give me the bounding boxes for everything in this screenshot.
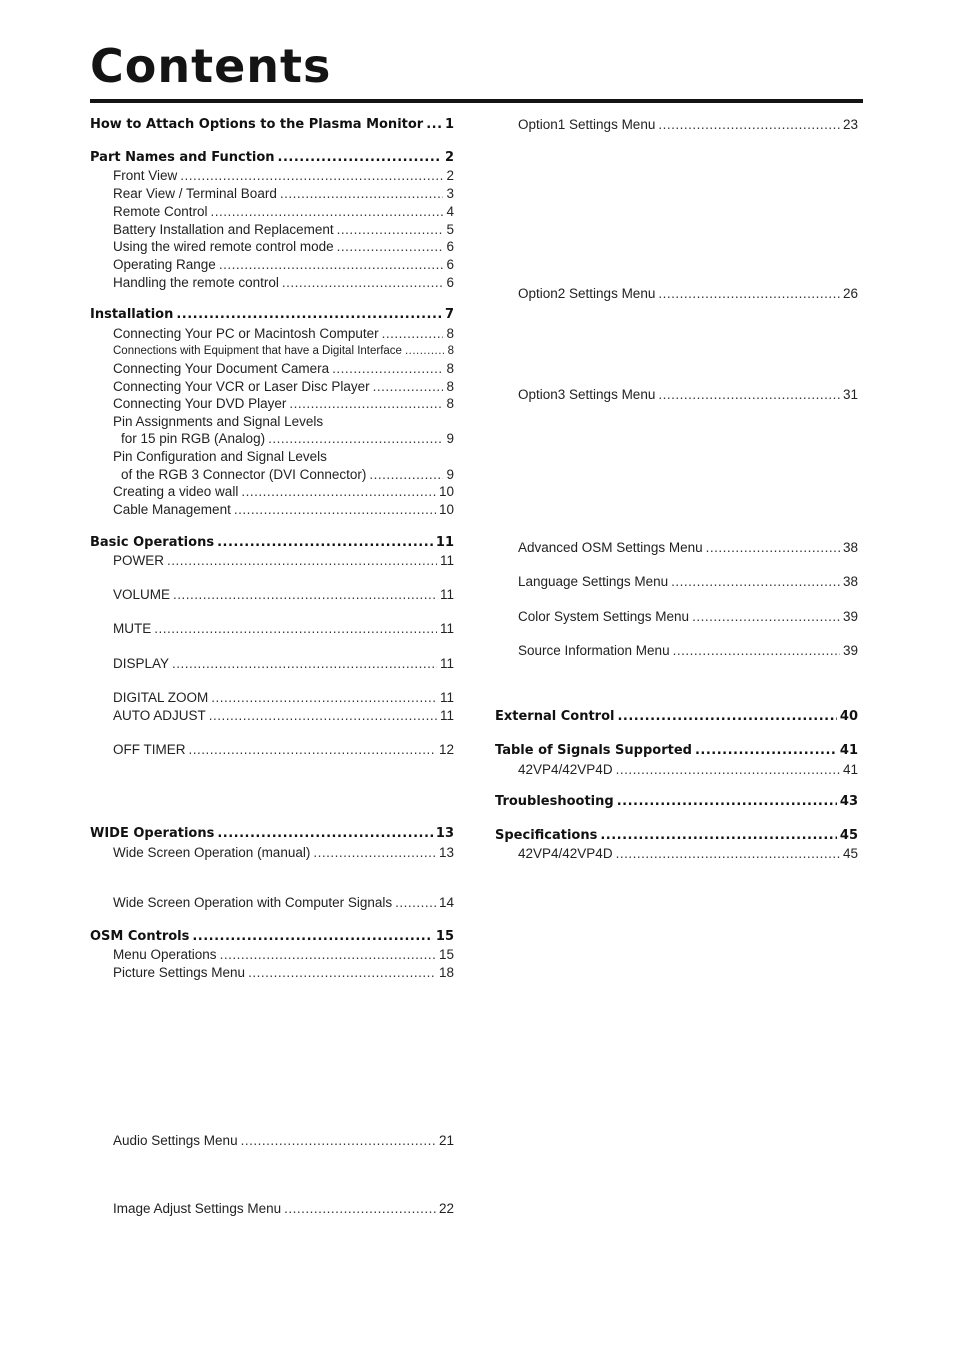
toc-dot-leader: [616, 761, 840, 779]
toc-entry[interactable]: [113, 167, 454, 185]
title-rule: [90, 99, 863, 103]
toc-dot-leader: [692, 608, 840, 626]
toc-dot-leader: [217, 825, 433, 843]
toc-dot-leader: [278, 149, 442, 167]
toc-entry[interactable]: [113, 256, 454, 274]
toc-page-number: 10: [438, 484, 454, 499]
toc-entry-label: Option3 Settings Menu: [518, 387, 656, 402]
toc-entry-label: WIDE Operations: [90, 826, 215, 841]
toc-entry[interactable]: [518, 761, 858, 779]
toc-entry-label: Connecting Your PC or Macintosh Computer: [113, 326, 379, 341]
toc-dot-leader: [600, 827, 837, 845]
toc-dot-leader: [176, 306, 442, 324]
toc-dot-leader: [337, 238, 444, 256]
page-title: Contents: [90, 39, 332, 93]
toc-entry[interactable]: [113, 360, 454, 378]
toc-entry-label: 42VP4/42VP4D: [518, 846, 613, 861]
toc-dot-leader: [373, 378, 444, 396]
toc-dot-leader: [382, 325, 444, 343]
toc-page-number: 4: [446, 204, 454, 219]
toc-entry[interactable]: [113, 946, 454, 964]
toc-section-entry[interactable]: [90, 534, 454, 552]
toc-dot-leader: [220, 946, 436, 964]
toc-page-number: 15: [435, 929, 454, 944]
toc-dot-leader: [241, 483, 436, 501]
toc-entry-label: External Control: [495, 709, 615, 724]
toc-entry[interactable]: [113, 844, 454, 862]
toc-dot-leader: [395, 894, 436, 912]
toc-entry[interactable]: [518, 642, 858, 660]
toc-entry[interactable]: [121, 430, 454, 448]
toc-page-number: 22: [438, 1201, 454, 1216]
toc-dot-leader: [173, 586, 437, 604]
toc-entry-label: Audio Settings Menu: [113, 1133, 238, 1148]
toc-page-number: 14: [438, 895, 454, 910]
toc-entry[interactable]: [121, 466, 454, 484]
toc-entry-label: Table of Signals Supported: [495, 743, 692, 758]
toc-entry-label: Advanced OSM Settings Menu: [518, 540, 703, 555]
toc-page-number: 18: [438, 965, 454, 980]
toc-entry[interactable]: [113, 378, 454, 396]
toc-entry-label: Image Adjust Settings Menu: [113, 1201, 282, 1216]
toc-section-entry[interactable]: [495, 742, 858, 760]
toc-entry[interactable]: [113, 964, 454, 982]
toc-subheading: Pin Configuration and Signal Levels: [113, 449, 327, 464]
toc-page-number: 9: [446, 467, 454, 482]
toc-page-number: 13: [438, 845, 454, 860]
toc-page-number: 40: [839, 709, 858, 724]
toc-entry-label: VOLUME: [113, 587, 171, 602]
toc-entry-label: DISPLAY: [113, 656, 170, 671]
toc-dot-leader: [189, 741, 436, 759]
toc-page-number: 11: [439, 690, 454, 705]
toc-entry-label: Operating Range: [113, 257, 216, 272]
toc-dot-leader: [234, 501, 436, 519]
toc-dot-leader: [209, 707, 437, 725]
toc-page-number: 12: [438, 742, 454, 757]
toc-entry[interactable]: [518, 573, 858, 591]
toc-entry-label: for 15 pin RGB (Analog): [121, 431, 266, 446]
toc-dot-leader: [658, 116, 840, 134]
toc-entry[interactable]: [518, 386, 858, 404]
toc-entry-label: Option2 Settings Menu: [518, 286, 656, 301]
toc-section-entry[interactable]: [90, 928, 454, 946]
toc-dot-leader: [282, 274, 444, 292]
toc-page-number: 45: [839, 828, 858, 843]
toc-entry-label: Color System Settings Menu: [518, 609, 690, 624]
toc-dot-leader: [332, 360, 443, 378]
toc-dot-leader: [280, 185, 444, 203]
toc-entry-label: Picture Settings Menu: [113, 965, 246, 980]
toc-entry[interactable]: [113, 707, 454, 725]
toc-entry[interactable]: [113, 894, 454, 912]
toc-page-number: 6: [446, 257, 454, 272]
toc-entry-label: Part Names and Function: [90, 150, 275, 165]
toc-page-number: 8: [446, 396, 454, 411]
toc-page-number: 45: [842, 846, 858, 861]
toc-page-number: 21: [438, 1133, 454, 1148]
toc-section-entry[interactable]: [495, 708, 858, 726]
toc-entry-label: Specifications: [495, 828, 598, 843]
toc-entry[interactable]: [113, 221, 454, 239]
toc-entry[interactable]: [518, 285, 858, 303]
toc-dot-leader: [426, 116, 442, 134]
toc-entry[interactable]: [113, 185, 454, 203]
toc-dot-leader: [369, 466, 443, 484]
toc-dot-leader: [248, 964, 436, 982]
toc-page-number: 39: [842, 643, 858, 658]
toc-dot-leader: [211, 203, 444, 221]
toc-page-number: 38: [842, 540, 858, 555]
toc-entry[interactable]: [113, 1132, 454, 1150]
toc-page-number: 3: [446, 186, 454, 201]
toc-dot-leader: [658, 386, 840, 404]
toc-dot-leader: [673, 642, 840, 660]
toc-page-number: 1: [444, 117, 454, 132]
toc-page-number: 13: [435, 826, 454, 841]
toc-section-entry[interactable]: [90, 306, 454, 324]
toc-page-number: 41: [839, 743, 858, 758]
toc-entry-label: Option1 Settings Menu: [518, 117, 656, 132]
toc-entry[interactable]: [113, 552, 454, 570]
toc-entry-label: Handling the remote control: [113, 275, 279, 290]
toc-page-number: 11: [439, 656, 454, 671]
toc-dot-leader: [180, 167, 443, 185]
toc-entry[interactable]: [113, 274, 454, 292]
toc-dot-leader: [268, 430, 443, 448]
toc-entry-label: OSM Controls: [90, 929, 190, 944]
toc-page-number: 26: [842, 286, 858, 301]
toc-entry-label: 42VP4/42VP4D: [518, 762, 613, 777]
toc-entry[interactable]: [113, 689, 454, 707]
toc-dot-leader: [313, 844, 436, 862]
toc-entry[interactable]: [113, 325, 454, 343]
toc-entry-label: Installation: [90, 307, 174, 322]
toc-section-entry[interactable]: [90, 116, 454, 134]
toc-page-number: 11: [439, 553, 454, 568]
toc-dot-leader: [671, 573, 840, 591]
toc-subheading: Pin Assignments and Signal Levels: [113, 414, 324, 429]
toc-entry[interactable]: [518, 845, 858, 863]
toc-entry-label: OFF TIMER: [113, 742, 186, 757]
toc-entry[interactable]: [113, 655, 454, 673]
toc-entry-label: Connecting Your VCR or Laser Disc Player: [113, 379, 370, 394]
toc-dot-leader: [617, 708, 836, 726]
toc-dot-leader: [154, 620, 437, 638]
toc-page-number: 11: [439, 621, 454, 636]
toc-entry-label: Battery Installation and Replacement: [113, 222, 334, 237]
toc-dot-leader: [172, 655, 437, 673]
toc-dot-leader: [706, 539, 840, 557]
toc-page-number: 11: [439, 708, 454, 723]
toc-dot-leader: [695, 742, 837, 760]
toc-entry-label: Connecting Your DVD Player: [113, 396, 287, 411]
toc-entry[interactable]: [113, 395, 454, 413]
toc-entry[interactable]: [113, 1200, 454, 1218]
toc-entry[interactable]: [518, 539, 858, 557]
toc-entry-label: Connections with Equipment that have a Digital Interface: [113, 345, 402, 357]
toc-page-number: 39: [842, 609, 858, 624]
toc-entry[interactable]: [113, 203, 454, 221]
toc-entry[interactable]: [113, 741, 454, 759]
toc-entry-label: POWER: [113, 553, 165, 568]
toc-dot-leader: [616, 845, 840, 863]
toc-entry-label: Cable Management: [113, 502, 231, 517]
toc-entry-label: Front View: [113, 168, 178, 183]
toc-page-number: 2: [444, 150, 454, 165]
toc-section-entry[interactable]: [495, 793, 858, 811]
toc-entry[interactable]: [518, 116, 858, 134]
toc-entry-label: Basic Operations: [90, 535, 215, 550]
toc-page-number: 43: [839, 794, 858, 809]
toc-entry-label: Wide Screen Operation with Computer Signals: [113, 895, 393, 910]
toc-entry[interactable]: [113, 586, 454, 604]
toc-section-entry[interactable]: [90, 825, 454, 843]
toc-dot-leader: [217, 534, 433, 552]
toc-page-number: 38: [842, 574, 858, 589]
toc-entry[interactable]: [518, 608, 858, 626]
toc-dot-leader: [337, 221, 444, 239]
toc-entry-label: Menu Operations: [113, 947, 217, 962]
toc-entry-label: DIGITAL ZOOM: [113, 690, 209, 705]
toc-entry[interactable]: [113, 501, 454, 519]
toc-entry[interactable]: [113, 342, 454, 360]
toc-entry-label: Using the wired remote control mode: [113, 239, 334, 254]
toc-dot-leader: [289, 395, 443, 413]
toc-entry-label: Creating a video wall: [113, 484, 239, 499]
toc-page-number: 15: [438, 947, 454, 962]
toc-dot-leader: [405, 342, 445, 360]
toc-entry-label: Language Settings Menu: [518, 574, 669, 589]
toc-page-number: 9: [446, 431, 454, 446]
toc-page-number: 2: [446, 168, 454, 183]
toc-entry-label: Rear View / Terminal Board: [113, 186, 277, 201]
toc-entry-label: Source Information Menu: [518, 643, 670, 658]
toc-dot-leader: [219, 256, 444, 274]
toc-page-number: 7: [444, 307, 454, 322]
toc-dot-leader: [167, 552, 437, 570]
toc-entry-label: Troubleshooting: [495, 794, 614, 809]
toc-page-number: 41: [842, 762, 858, 777]
toc-dot-leader: [241, 1132, 436, 1150]
toc-page-number: 8: [446, 361, 454, 376]
toc-section-entry[interactable]: [495, 827, 858, 845]
toc-section-entry[interactable]: [90, 149, 454, 167]
toc-page-number: 6: [446, 239, 454, 254]
toc-page-number: 23: [842, 117, 858, 132]
toc-entry-label: MUTE: [113, 621, 152, 636]
toc-dot-leader: [617, 793, 837, 811]
toc-entry-label: Remote Control: [113, 204, 208, 219]
toc-page-number: 8: [446, 326, 454, 341]
toc-page-number: 31: [842, 387, 858, 402]
toc-entry-label: Connecting Your Document Camera: [113, 361, 330, 376]
toc-page-number: 8: [447, 345, 454, 357]
toc-entry[interactable]: [113, 483, 454, 501]
toc-entry[interactable]: [113, 238, 454, 256]
toc-entry-label: AUTO ADJUST: [113, 708, 206, 723]
toc-dot-leader: [284, 1200, 436, 1218]
toc-entry-label: How to Attach Options to the Plasma Monitor: [90, 117, 424, 132]
toc-page-number: 11: [435, 535, 454, 550]
toc-dot-leader: [211, 689, 437, 707]
toc-entry-label: Wide Screen Operation (manual): [113, 845, 311, 860]
toc-dot-leader: [658, 285, 840, 303]
toc-entry-label: of the RGB 3 Connector (DVI Connector): [121, 467, 367, 482]
toc-dot-leader: [192, 928, 433, 946]
toc-page-number: 11: [439, 587, 454, 602]
toc-entry[interactable]: [113, 620, 454, 638]
toc-page-number: 8: [446, 379, 454, 394]
toc-page-number: 6: [446, 275, 454, 290]
toc-page-number: 5: [446, 222, 454, 237]
toc-page-number: 10: [438, 502, 454, 517]
